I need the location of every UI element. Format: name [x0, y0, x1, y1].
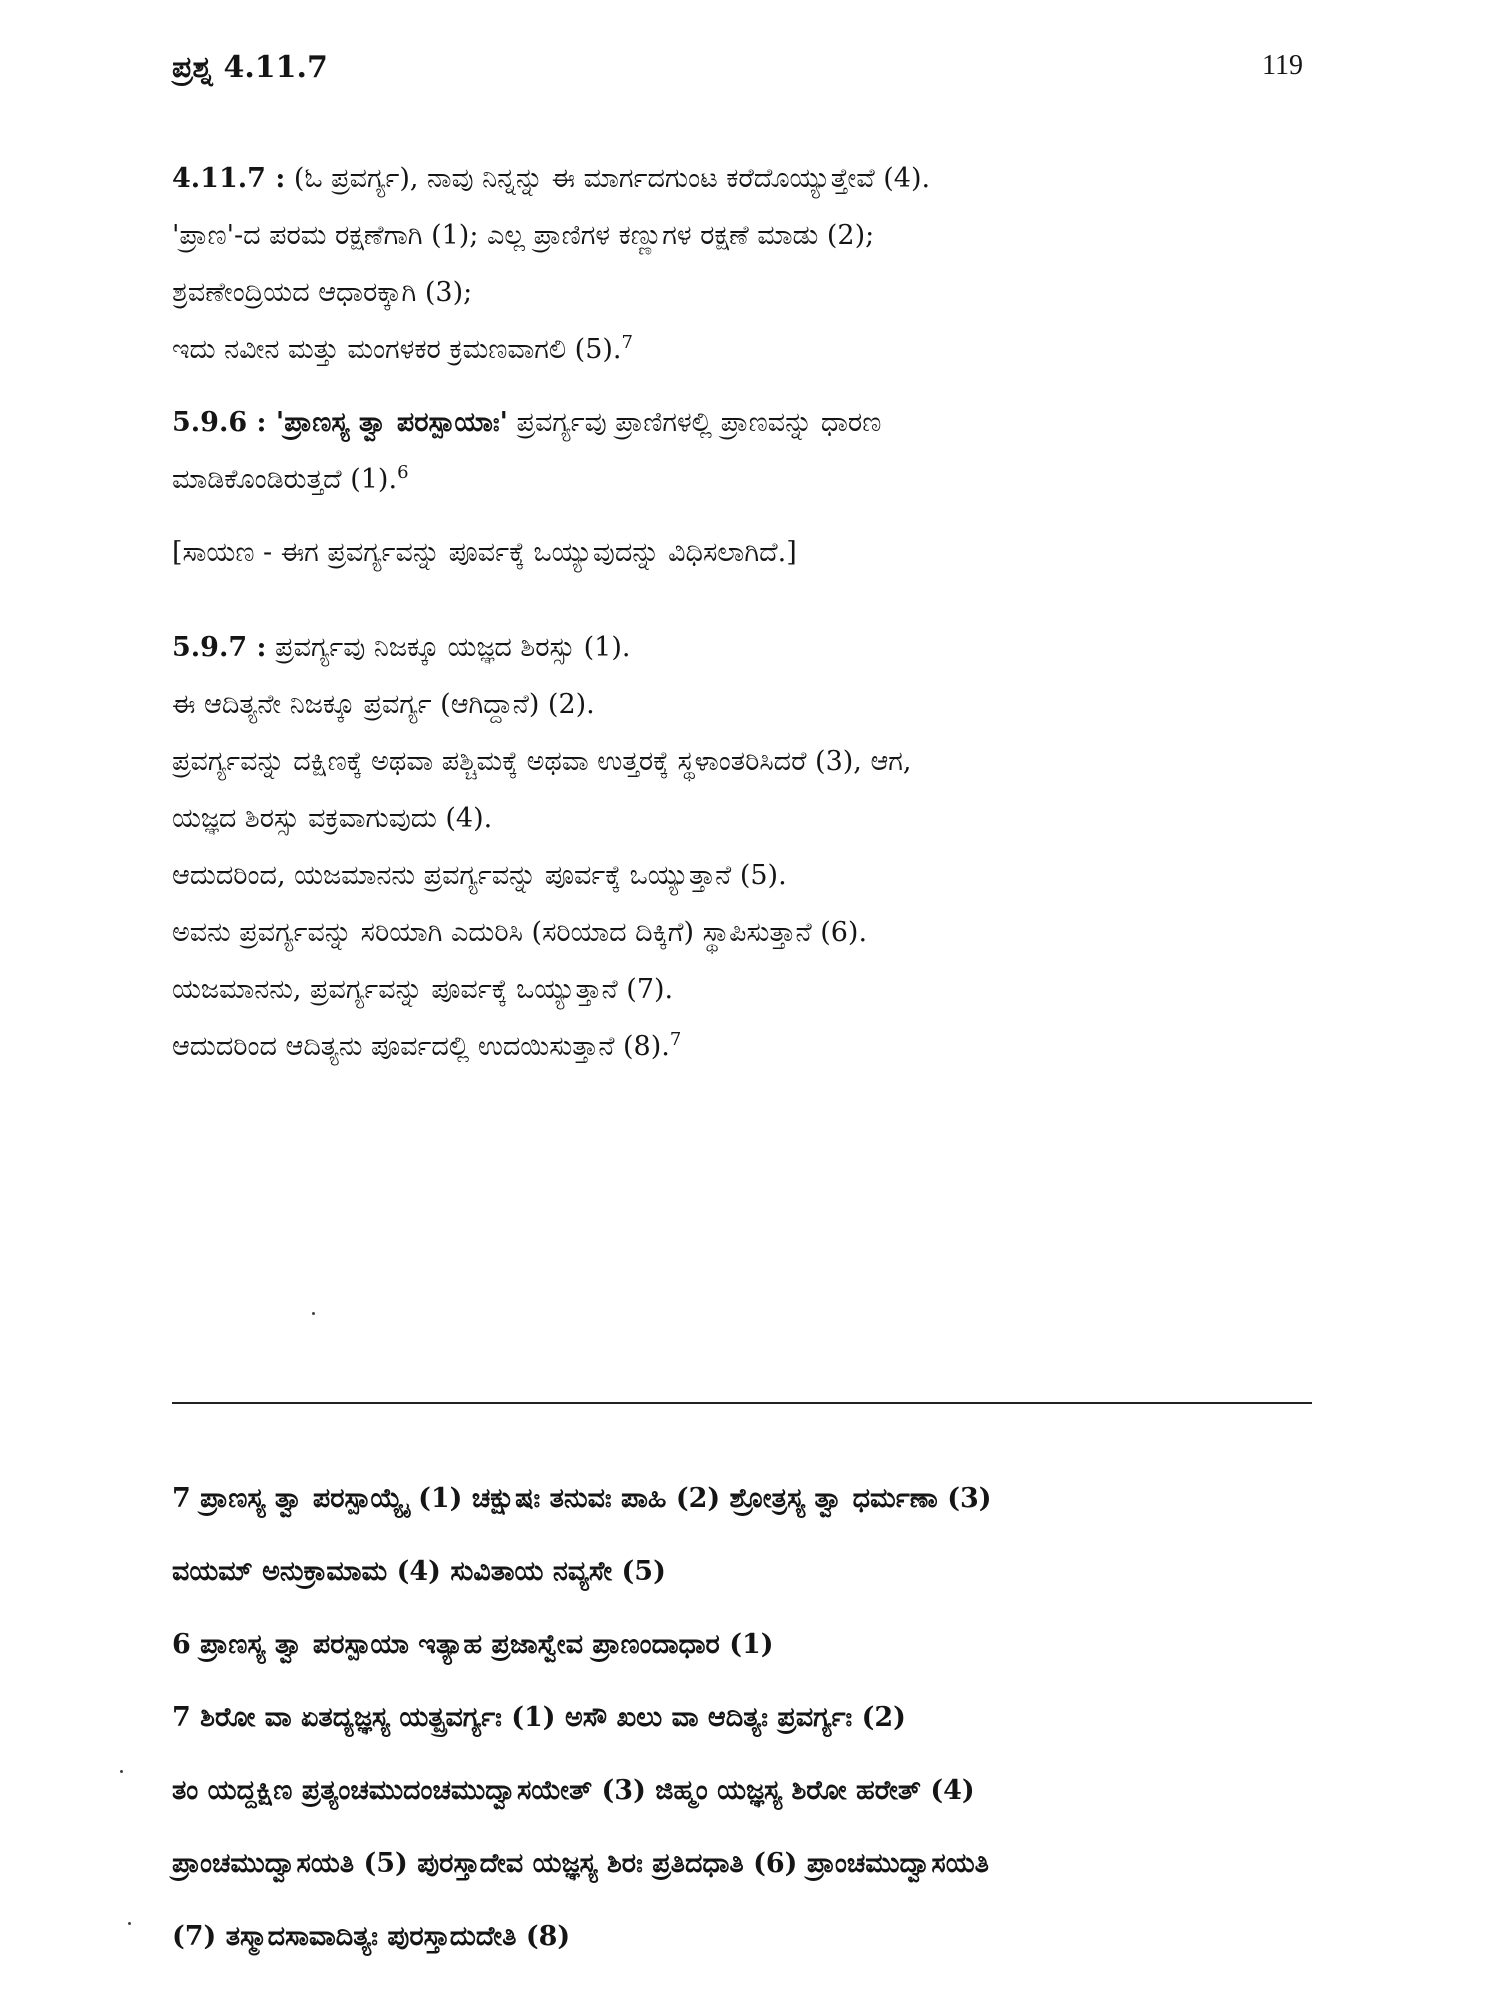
verse-label: 4.11.7 : [172, 163, 286, 194]
text-line [172, 150, 1312, 207]
page-number: 119 [1262, 50, 1303, 81]
sayana-note: [ಸಾಯಣ - ಈಗ ಪ್ರವರ್ಗ್ಯವನ್ನು ಪೂರ್ವಕ್ಕೆ ಒಯ್ಯುವುದನ್ನು ವಿಧಿಸಲಾಗಿದೆ.] [172, 537, 797, 568]
scan-speck [128, 1922, 131, 1925]
text-line: ಶ್ರವಣೇಂದ್ರಿಯದ ಆಧಾರಕ್ಕಾಗಿ (3); [172, 277, 473, 308]
footnote-line: ಪ್ರಾಂಚಮುದ್ವಾಸಯತಿ (5) ಪುರಸ್ತಾದೇವ ಯಜ್ಞಸ್ಯ ಶಿರಃ ಪ್ರತಿದಧಾತಿ (6) ಪ್ರಾಂಚಮುದ್ವಾಸಯತಿ [172, 1848, 989, 1879]
text-line [172, 451, 1312, 508]
text-line [172, 1018, 1312, 1075]
text-line [172, 619, 1312, 676]
footnote-marker: 7 [669, 1029, 682, 1050]
running-header-section: ಪ್ರಶ್ನ 4.11.7 [172, 50, 328, 85]
footnote-marker: 6 [397, 462, 409, 483]
footnote-line: (7) ತಸ್ಮಾದಸಾವಾದಿತ್ಯಃ ಪುರಸ್ತಾದುದೇತಿ (8) [172, 1921, 571, 1952]
scan-speck [120, 1770, 123, 1773]
paragraph-5-9-6 [172, 394, 1312, 508]
line-text: ಪ್ರವರ್ಗ್ಯವು ನಿಜಕ್ಕೂ ಯಜ್ಞದ ಶಿರಸ್ಸು (1). [275, 632, 631, 663]
line-text: (ಓ ಪ್ರವರ್ಗ್ಯ), ನಾವು ನಿನ್ನನ್ನು ಈ ಮಾರ್ಗದಗುಂಟ ಕರೆದೊಯ್ಯುತ್ತೇವೆ (4). [293, 163, 931, 194]
footnote-line: ವಯಮ್ ಅನುಕ್ರಾಮಾಮ (4) ಸುವಿತಾಯ ನವ್ಯಸೇ (5) [172, 1556, 666, 1587]
paragraph-4-11-7 [172, 150, 1312, 378]
text-line: ಯಜ್ಞದ ಶಿರಸ್ಸು ವಕ್ರವಾಗುವುದು (4). [172, 803, 493, 834]
line-text: ಪ್ರವರ್ಗ್ಯವು ಪ್ರಾಣಿಗಳಲ್ಲಿ ಪ್ರಾಣವನ್ನು ಧಾರಣ [516, 407, 882, 438]
footnote-line: 7 ಪ್ರಾಣಸ್ಯ ತ್ವಾ ಪರಸ್ಪಾಯ್ಯೈ (1) ಚಕ್ಷುಷಃ ತನುವಃ ಪಾಹಿ (2) ಶ್ರೋತ್ರಸ್ಯ ತ್ವಾ ಧರ್ಮಣಾ (3) [172, 1483, 992, 1514]
footnote-marker: 7 [621, 332, 633, 353]
scan-speck [312, 1312, 315, 1315]
footnote-divider [172, 1402, 1312, 1404]
line-text: ಮಾಡಿಕೊಂಡಿರುತ್ತದೆ (1). [172, 464, 398, 495]
text-line: ಯಜಮಾನನು, ಪ್ರವರ್ಗ್ಯವನ್ನು ಪೂರ್ವಕ್ಕೆ ಒಯ್ಯುತ್ತಾನೆ (7). [172, 974, 674, 1005]
text-line: ಆದುದರಿಂದ, ಯಜಮಾನನು ಪ್ರವರ್ಗ್ಯವನ್ನು ಪೂರ್ವಕ್ಕೆ ಒಯ್ಯುತ್ತಾನೆ (5). [172, 860, 787, 891]
verse-label: 5.9.7 : [172, 632, 267, 663]
main-text [172, 150, 1312, 1091]
text-line: ಈ ಆದಿತ್ಯನೇ ನಿಜಕ್ಕೂ ಪ್ರವರ್ಗ್ಯ (ಆಗಿದ್ದಾನೆ) (2). [172, 689, 595, 720]
text-line: ಅವನು ಪ್ರವರ್ಗ್ಯವನ್ನು ಸರಿಯಾಗಿ ಎದುರಿಸಿ (ಸರಿಯಾದ ದಿಕ್ಕಿಗೆ) ಸ್ಥಾಪಿಸುತ್ತಾನೆ (6). [172, 917, 868, 948]
footnote-line: 7 ಶಿರೋ ವಾ ಏತದ್ಯಜ್ಞಸ್ಯ ಯತ್ಪ್ರವರ್ಗ್ಯಃ (1) ಅಸೌ ಖಲು ವಾ ಆದಿತ್ಯಃ ಪ್ರವರ್ಗ್ಯಃ (2) [172, 1702, 906, 1733]
text-line: ಪ್ರವರ್ಗ್ಯವನ್ನು ದಕ್ಷಿಣಕ್ಕೆ ಅಥವಾ ಪಶ್ಚಿಮಕ್ಕೆ ಅಥವಾ ಉತ್ತರಕ್ಕೆ ಸ್ಥಳಾಂತರಿಸಿದರೆ (3), ಆಗ, [172, 746, 912, 777]
text-line [172, 321, 1312, 378]
footnote-line: 6 ಪ್ರಾಣಸ್ಯ ತ್ವಾ ಪರಸ್ಪಾಯಾ ಇತ್ಯಾಹ ಪ್ರಜಾಸ್ವೇವ ಪ್ರಾಣಂದಾಧಾರ (1) [172, 1629, 774, 1660]
text-line [172, 394, 1312, 451]
line-text: ಆದುದರಿಂದ ಆದಿತ್ಯನು ಪೂರ್ವದಲ್ಲಿ ಉದಯಿಸುತ್ತಾನೆ (8). [172, 1031, 670, 1062]
footnotes [172, 1462, 1332, 1973]
paragraph-5-9-7 [172, 619, 1312, 1075]
footnote-line: ತಂ ಯದ್ದಕ್ಷಿಣ ಪ್ರತ್ಯಂಚಮುದಂಚಮುದ್ವಾಸಯೇತ್ (3) ಜಿಹ್ಮಂ ಯಜ್ಞಸ್ಯ ಶಿರೋ ಹರೇತ್ (4) [172, 1775, 975, 1806]
verse-label: 5.9.6 : 'ಪ್ರಾಣಸ್ಯ ತ್ವಾ ಪರಸ್ಪಾಯಾಃ' [172, 407, 508, 438]
text-line: 'ಪ್ರಾಣ'-ದ ಪರಮ ರಕ್ಷಣೆಗಾಗಿ (1); ಎಲ್ಲ ಪ್ರಾಣಿಗಳ ಕಣ್ಣುಗಳ ರಕ್ಷಣೆ ಮಾಡು (2); [172, 220, 875, 251]
line-text: ಇದು ನವೀನ ಮತ್ತು ಮಂಗಳಕರ ಕ್ರಮಣವಾಗಲಿ (5). [172, 334, 622, 365]
